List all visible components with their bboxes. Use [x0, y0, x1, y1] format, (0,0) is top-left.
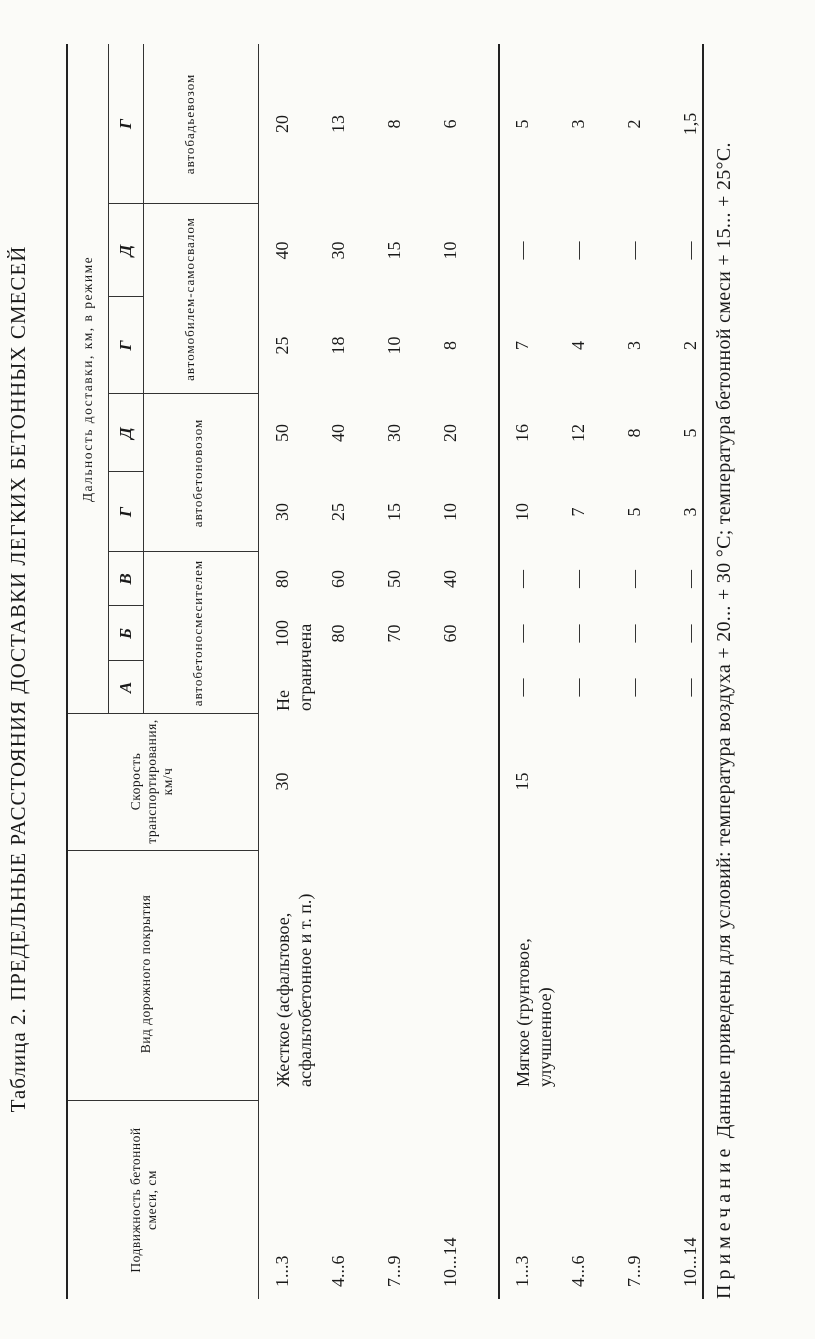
soft-r4-a: — — [680, 678, 700, 697]
soft-r3-g2: 3 — [624, 341, 644, 350]
soft-r1-a: — — [512, 678, 532, 697]
hard-r3-v: 50 — [384, 570, 404, 588]
hard-r2-v: 60 — [328, 570, 348, 588]
soft-r3-d1: 8 — [624, 428, 644, 438]
soft-r1-g3: 5 — [512, 119, 532, 129]
distance-header: Дальность доставки, км, в режиме — [80, 255, 95, 503]
hard-r2-d2: 30 — [328, 241, 348, 260]
hard-r4-g2: 8 — [440, 341, 460, 350]
soft-r4-v: — — [680, 570, 700, 588]
soft-r1-g1: 10 — [512, 503, 532, 521]
soft-r2-g1: 7 — [568, 507, 588, 517]
hard-r4-d1: 20 — [440, 424, 460, 442]
mode-a: А — [116, 681, 135, 694]
soft-r4-g1: 3 — [680, 507, 700, 517]
soft-r4-g2: 2 — [680, 341, 700, 350]
hard-r4-g3: 6 — [440, 119, 460, 129]
soft-row-1-mobility: 1...3 — [512, 1255, 532, 1287]
note-label: Примечание — [713, 1143, 735, 1299]
soft-r3-d2: — — [624, 241, 644, 260]
mode-d-dump-truck: Д — [116, 244, 135, 257]
surface-soft: Мягкое (грунтовое, улучшенное) — [513, 938, 555, 1087]
soft-r4-b: — — [680, 624, 700, 643]
soft-r2-d2: — — [568, 241, 588, 260]
mode-d-concrete-carrier: Д — [116, 427, 135, 439]
hard-r1-v: 80 — [272, 570, 292, 588]
hard-r3-d2: 15 — [384, 241, 404, 260]
hard-r2-g2: 18 — [328, 336, 348, 355]
soft-r1-g2: 7 — [512, 341, 532, 350]
group-concrete-carrier: автобетоновозом — [190, 418, 205, 528]
soft-r1-d2: — — [512, 241, 532, 260]
soft-r3-a: — — [624, 678, 644, 697]
hard-row-1-mobility: 1...3 — [272, 1255, 292, 1287]
hard-r3-d1: 30 — [384, 424, 404, 442]
soft-r1-d1: 16 — [512, 424, 532, 442]
speed-soft: 15 — [512, 772, 532, 791]
hard-r3-g1: 15 — [384, 503, 404, 521]
surface-header: Вид дорожного покрытия — [138, 894, 153, 1054]
mode-g-dump-truck: Г — [116, 340, 135, 351]
soft-r2-d1: 12 — [568, 424, 588, 442]
soft-r2-g3: 3 — [568, 119, 588, 129]
hard-row-2-mobility: 4...6 — [328, 1255, 348, 1287]
hard-r1-d1: 50 — [272, 424, 292, 442]
group-bucket-truck: автобадьевозом — [182, 73, 197, 175]
hard-r4-b: 60 — [440, 624, 460, 643]
soft-r2-v: — — [568, 570, 588, 588]
soft-r1-v: — — [512, 570, 532, 588]
table-note — [712, 44, 737, 1299]
hard-r3-b: 70 — [384, 624, 404, 643]
soft-r2-b: — — [568, 624, 588, 643]
soft-row-3-mobility: 7...9 — [624, 1255, 644, 1287]
header-separator — [258, 44, 259, 1299]
hard-r1-d2: 40 — [272, 241, 292, 260]
soft-row-4-mobility: 10...14 — [680, 1237, 700, 1287]
hard-r1-g2: 25 — [272, 336, 292, 355]
hard-r1-b: 100 — [272, 620, 292, 647]
delivery-table — [66, 44, 704, 1299]
soft-r4-d2: — — [680, 241, 700, 260]
mode-g-concrete-carrier: Г — [116, 506, 135, 518]
hard-r2-d1: 40 — [328, 424, 348, 442]
soft-r3-v: — — [624, 570, 644, 588]
hard-r2-g1: 25 — [328, 503, 348, 521]
table-title: Таблица 2. ПРЕДЕЛЬНЫЕ РАССТОЯНИЯ ДОСТАВКИ ЛЕГКИХ БЕТОННЫХ СМЕСЕЙ — [6, 245, 30, 1113]
speed-header: Скорость транспортирования, км/ч — [128, 719, 175, 844]
soft-r2-a: — — [568, 678, 588, 697]
mode-a-hard-unlimited: Не ограничена — [273, 623, 315, 711]
group-dump-truck: автомобилем-самосвалом — [182, 217, 197, 381]
hard-r4-g1: 10 — [440, 503, 460, 521]
surface-hard: Жесткое (асфальтовое, асфальтобетонное и т. п.) — [273, 893, 315, 1087]
hard-row-4-mobility: 10...14 — [440, 1237, 460, 1287]
soft-r3-b: — — [624, 624, 644, 643]
hard-r1-g3: 20 — [272, 115, 292, 133]
mode-g-bucket-truck: Г — [116, 118, 135, 130]
soft-r3-g3: 2 — [624, 119, 644, 129]
soft-r3-g1: 5 — [624, 507, 644, 517]
soft-r2-g2: 4 — [568, 341, 588, 350]
soft-r1-b: — — [512, 624, 532, 643]
hard-r1-g1: 30 — [272, 503, 292, 521]
group-mixer: автобетоносмесителем — [190, 559, 205, 707]
section-separator — [498, 44, 500, 1299]
mobility-header: Подвижность бетонной смеси, см — [128, 1127, 159, 1273]
note-text: Данные приведены для условий: температура воздуха + 20... + 30 °С; температура бетонной смеси + 15... + 25°С. — [713, 142, 735, 1139]
hard-r3-g3: 8 — [384, 119, 404, 129]
hard-r2-g3: 13 — [328, 115, 348, 133]
mode-b: Б — [116, 628, 135, 639]
soft-r4-d1: 5 — [680, 428, 700, 438]
hard-r3-g2: 10 — [384, 336, 404, 355]
mode-v: В — [116, 573, 135, 585]
soft-r4-g3: 1,5 — [680, 112, 700, 136]
hard-r2-b: 80 — [328, 624, 348, 643]
soft-row-2-mobility: 4...6 — [568, 1255, 588, 1287]
hard-r4-d2: 10 — [440, 241, 460, 260]
speed-hard: 30 — [272, 772, 292, 791]
hard-r4-v: 40 — [440, 570, 460, 588]
hard-row-3-mobility: 7...9 — [384, 1255, 404, 1287]
